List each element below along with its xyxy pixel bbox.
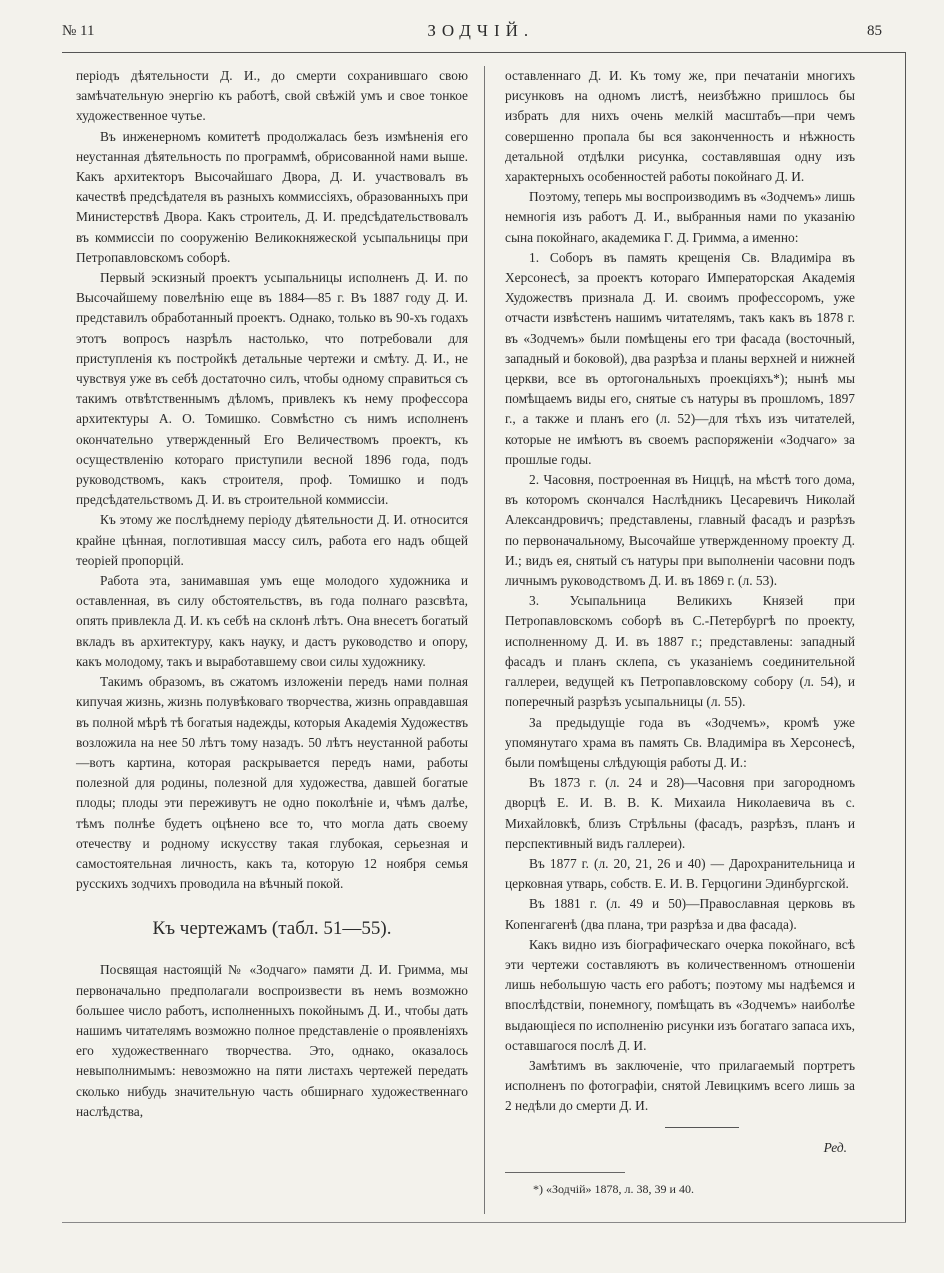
paragraph: Какъ видно изъ біографическаго очерка покойнаго, всѣ эти чертежи составляютъ въ количественномъ отношеніи лишь небольшую часть его работъ; поэтому мы надѣемся и впослѣдствіи, понемногу, помѣщать въ «Зодчемъ» наиболѣе выдающіеся по исполненію рисунки изъ богатаго запаса ихъ, оставшагося послѣ Д. И. [505,936,855,1053]
issue-number: № 11 [62,22,95,39]
footnote: *) «Зодчій» 1878, л. 38, 39 и 40. [533,1181,694,1196]
paragraph: Поэтому, теперь мы воспроизводимъ въ «Зодчемъ» лишь немногія изъ работъ Д. И., выбранныя нами по указанію сына покойнаго, академика Г. Д. Гримма, а именно: [505,189,855,245]
paragraph: Работа эта, занимавшая умъ еще молодого художника и оставленная, въ силу обстоятельствъ, въ года полнаго разсвѣта, опять привлекла Д. И. къ себѣ на склонѣ лѣтъ. Она внесетъ богатый вкладъ въ архитектуру, какъ науку, и дастъ руководство и опору, какъ молодому, такъ и выработавшему свои силы художнику. [76,573,468,669]
closing-rule [665,1127,739,1128]
page-number: 85 [866,22,882,39]
paragraph: Въ 1873 г. (л. 24 и 28)—Часовня при загородномъ дворцѣ Е. И. В. В. К. Михаила Николаевича въ с. Михайловкѣ, близъ Стрѣльны (фасадъ, разрѣзъ, планъ и перспективный видъ галлереи). [505,775,855,851]
paragraph: Замѣтимъ въ заключеніе, что прилагаемый портретъ исполненъ по фотографіи, снятой Левицкимъ всего лишь за 2 недѣли до смерти Д. И. [505,1057,855,1114]
paragraph: періодъ дѣятельности Д. И., до смерти сохранившаго свою замѣчательную энергію къ работѣ, свой свѣжій умъ и свое тонкое художественное чутье. [76,68,468,124]
bottom-border [62,1222,906,1223]
paragraph: Первый эскизный проектъ усыпальницы исполненъ Д. И. по Высочайшему повелѣнію еще въ 1884—85 г. Въ 1887 году Д. И. представилъ обработанный проектъ. Однако, только въ 90-хъ годахъ этотъ вопросъ назрѣлъ настолько, что потребовали для приступленія къ постройкѣ детальные чертежи и смѣту. Д. И., не чувствуя уже въ себѣ достаточно силъ, чтобы одному справиться съ такимъ отвѣтственнымъ дѣломъ, привлекъ къ нему профессора архитектуры А. О. Томишко. Совмѣстно съ нимъ исполненъ окончательно утвержденный Его Величествомъ проектъ, къ осуществленію котораго приступили весной 1896 года, подъ руководствомъ, какъ строителя, проф. Томишко и подъ предсѣдательствомъ Д. И. въ строительной коммиссіи. [76,270,468,508]
paragraph: 3. Усыпальница Великихъ Князей при Петропавловскомъ соборѣ въ С.-Петербургѣ по проекту, исполненному Д. И. въ 1887 г.; представлены: западный фасадъ и планъ склепа, съ указаніемъ соединительной галлереи, ведущей къ Петропавловскому собору (л. 54), и поперечный разрѣзъ усыпальницы (л. 55). [505,593,855,710]
paragraph: Въ 1877 г. (л. 20, 21, 26 и 40) — Дарохранительница и церковная утварь, собств. Е. И. В. Герцогини Эдинбургской. [505,855,855,892]
paragraph: Въ инженерномъ комитетѣ продолжалась безъ измѣненія его неустанная дѣятельность по программѣ, обрисованной нами выше. Какъ архитекторъ Высочайшаго Двора, Д. И. участвовалъ въ качествѣ предсѣдателя въ разныхъ коммиссіяхъ, образованныхъ при Министерствѣ Двора. Какъ строитель, Д. И. предсѣдательствовалъ въ коммиссіи по сооруженію Великокняжеской усыпальницы при Петропавловскомъ соборѣ. [76,128,468,265]
paragraph: Къ этому же послѣднему періоду дѣятельности Д. И. относится крайне цѣнная, поглотившая массу силъ, работа его надъ общей теоріей пропорцій. [76,512,468,568]
column-divider [484,66,485,1214]
left-column [76,66,468,1122]
signature: Ред. [823,1139,847,1155]
journal-title: ЗОДЧІЙ. [427,21,535,40]
footnote-rule [505,1172,625,1173]
right-border [905,52,906,1222]
paragraph: 2. Часовня, построенная въ Ниццѣ, на мѣстѣ того дома, въ которомъ скончался Наслѣдникъ Цесаревичъ Николай Александровичъ; представлены, главный фасадъ и разрѣзъ по первоначальному, Высочайше утвержденному проекту Д. И.; видъ ея, снятый съ натуры при выполненіи часовни подъ личнымъ руководствомъ Д. И. въ 1869 г. (л. 53). [505,472,855,589]
paragraph: оставленнаго Д. И. Къ тому же, при печатаніи многихъ рисунковъ на одномъ листѣ, неизбѣжно пришлось бы избрать для нихъ очень мелкій масштабъ—при чемъ совершенно пропала бы вся законченность и нѣжность детальной отдѣлки рисунка, составлявшая одну изъ характерныхъ особенностей работы покойнаго Д. И. [505,68,855,185]
right-column [505,66,855,1197]
page-header [62,16,882,46]
paragraph: Въ 1881 г. (л. 49 и 50)—Православная церковь въ Копенгагенѣ (два плана, три разрѣза и два фасада). [505,896,855,932]
header-rule [62,52,906,53]
paragraph: За предыдущіе года въ «Зодчемъ», кромѣ уже упомянутаго храма въ память Св. Владиміра въ Херсонесѣ, были помѣщены слѣдующія работы Д. И.: [505,714,855,770]
section-heading: Къ чертежамъ (табл. 51—55). [152,918,392,940]
paragraph: Посвящая настоящій № «Зодчаго» памяти Д. И. Гримма, мы первоначально предполагали воспроизвести въ немъ возможно большее число работъ, исполненныхъ покойнымъ Д. И., чтобы дать нашимъ читателямъ возможно полное представленіе о проявленіяхъ его художественнаго творчества. Это, однако, оказалось невыполнимымъ: невозможно на пяти листахъ чертежей передать сколько нибудь значительную часть обширнаго художественнаго наслѣдства, [76,962,468,1119]
paragraph: Такимъ образомъ, въ сжатомъ изложеніи передъ нами полная кипучая жизнь, жизнь полувѣковаго творчества, жизнь оправдавшая въ полной мѣрѣ тѣ богатыя надежды, которыя Академія Художествъ возложила на нее 50 лѣтъ тому назадъ. 50 лѣтъ неустанной работы—вотъ картина, которая раскрывается передъ нами, работы полезной для родины, полезной для художества, давшей богатые плоды; плоды эти переживутъ не одно поколѣніе и, чѣмъ далѣе, тѣмъ полнѣе будетъ оцѣнено все то, что могла дать своему отечеству и родному искусству такая глубокая, серьезная и самостоятельная личность, какъ та, которую 12 ноября семья русскихъ зодчихъ проводила на вѣчный покой. [76,674,468,892]
paragraph: 1. Соборъ въ память крещенія Св. Владиміра въ Херсонесѣ, за проектъ котораго Императорская Академія Художествъ признала Д. И. своимъ профессоромъ, уже отчасти извѣстенъ нашимъ читателямъ, такъ какъ въ 1878 г. въ «Зодчемъ» были помѣщены его три фасада (восточный, западный и боковой), два разрѣза и планы верхней и нижней церкви, все въ ортогональныхъ проекціяхъ*); нынѣ мы помѣщаемъ виды его, снятые съ натуры въ прошломъ, 1897 г., а также и планъ его (л. 52)—для тѣхъ изъ читателей, которые не имѣютъ въ своемъ распоряженіи «Зодчаго» за прошлые годы. [505,249,855,467]
